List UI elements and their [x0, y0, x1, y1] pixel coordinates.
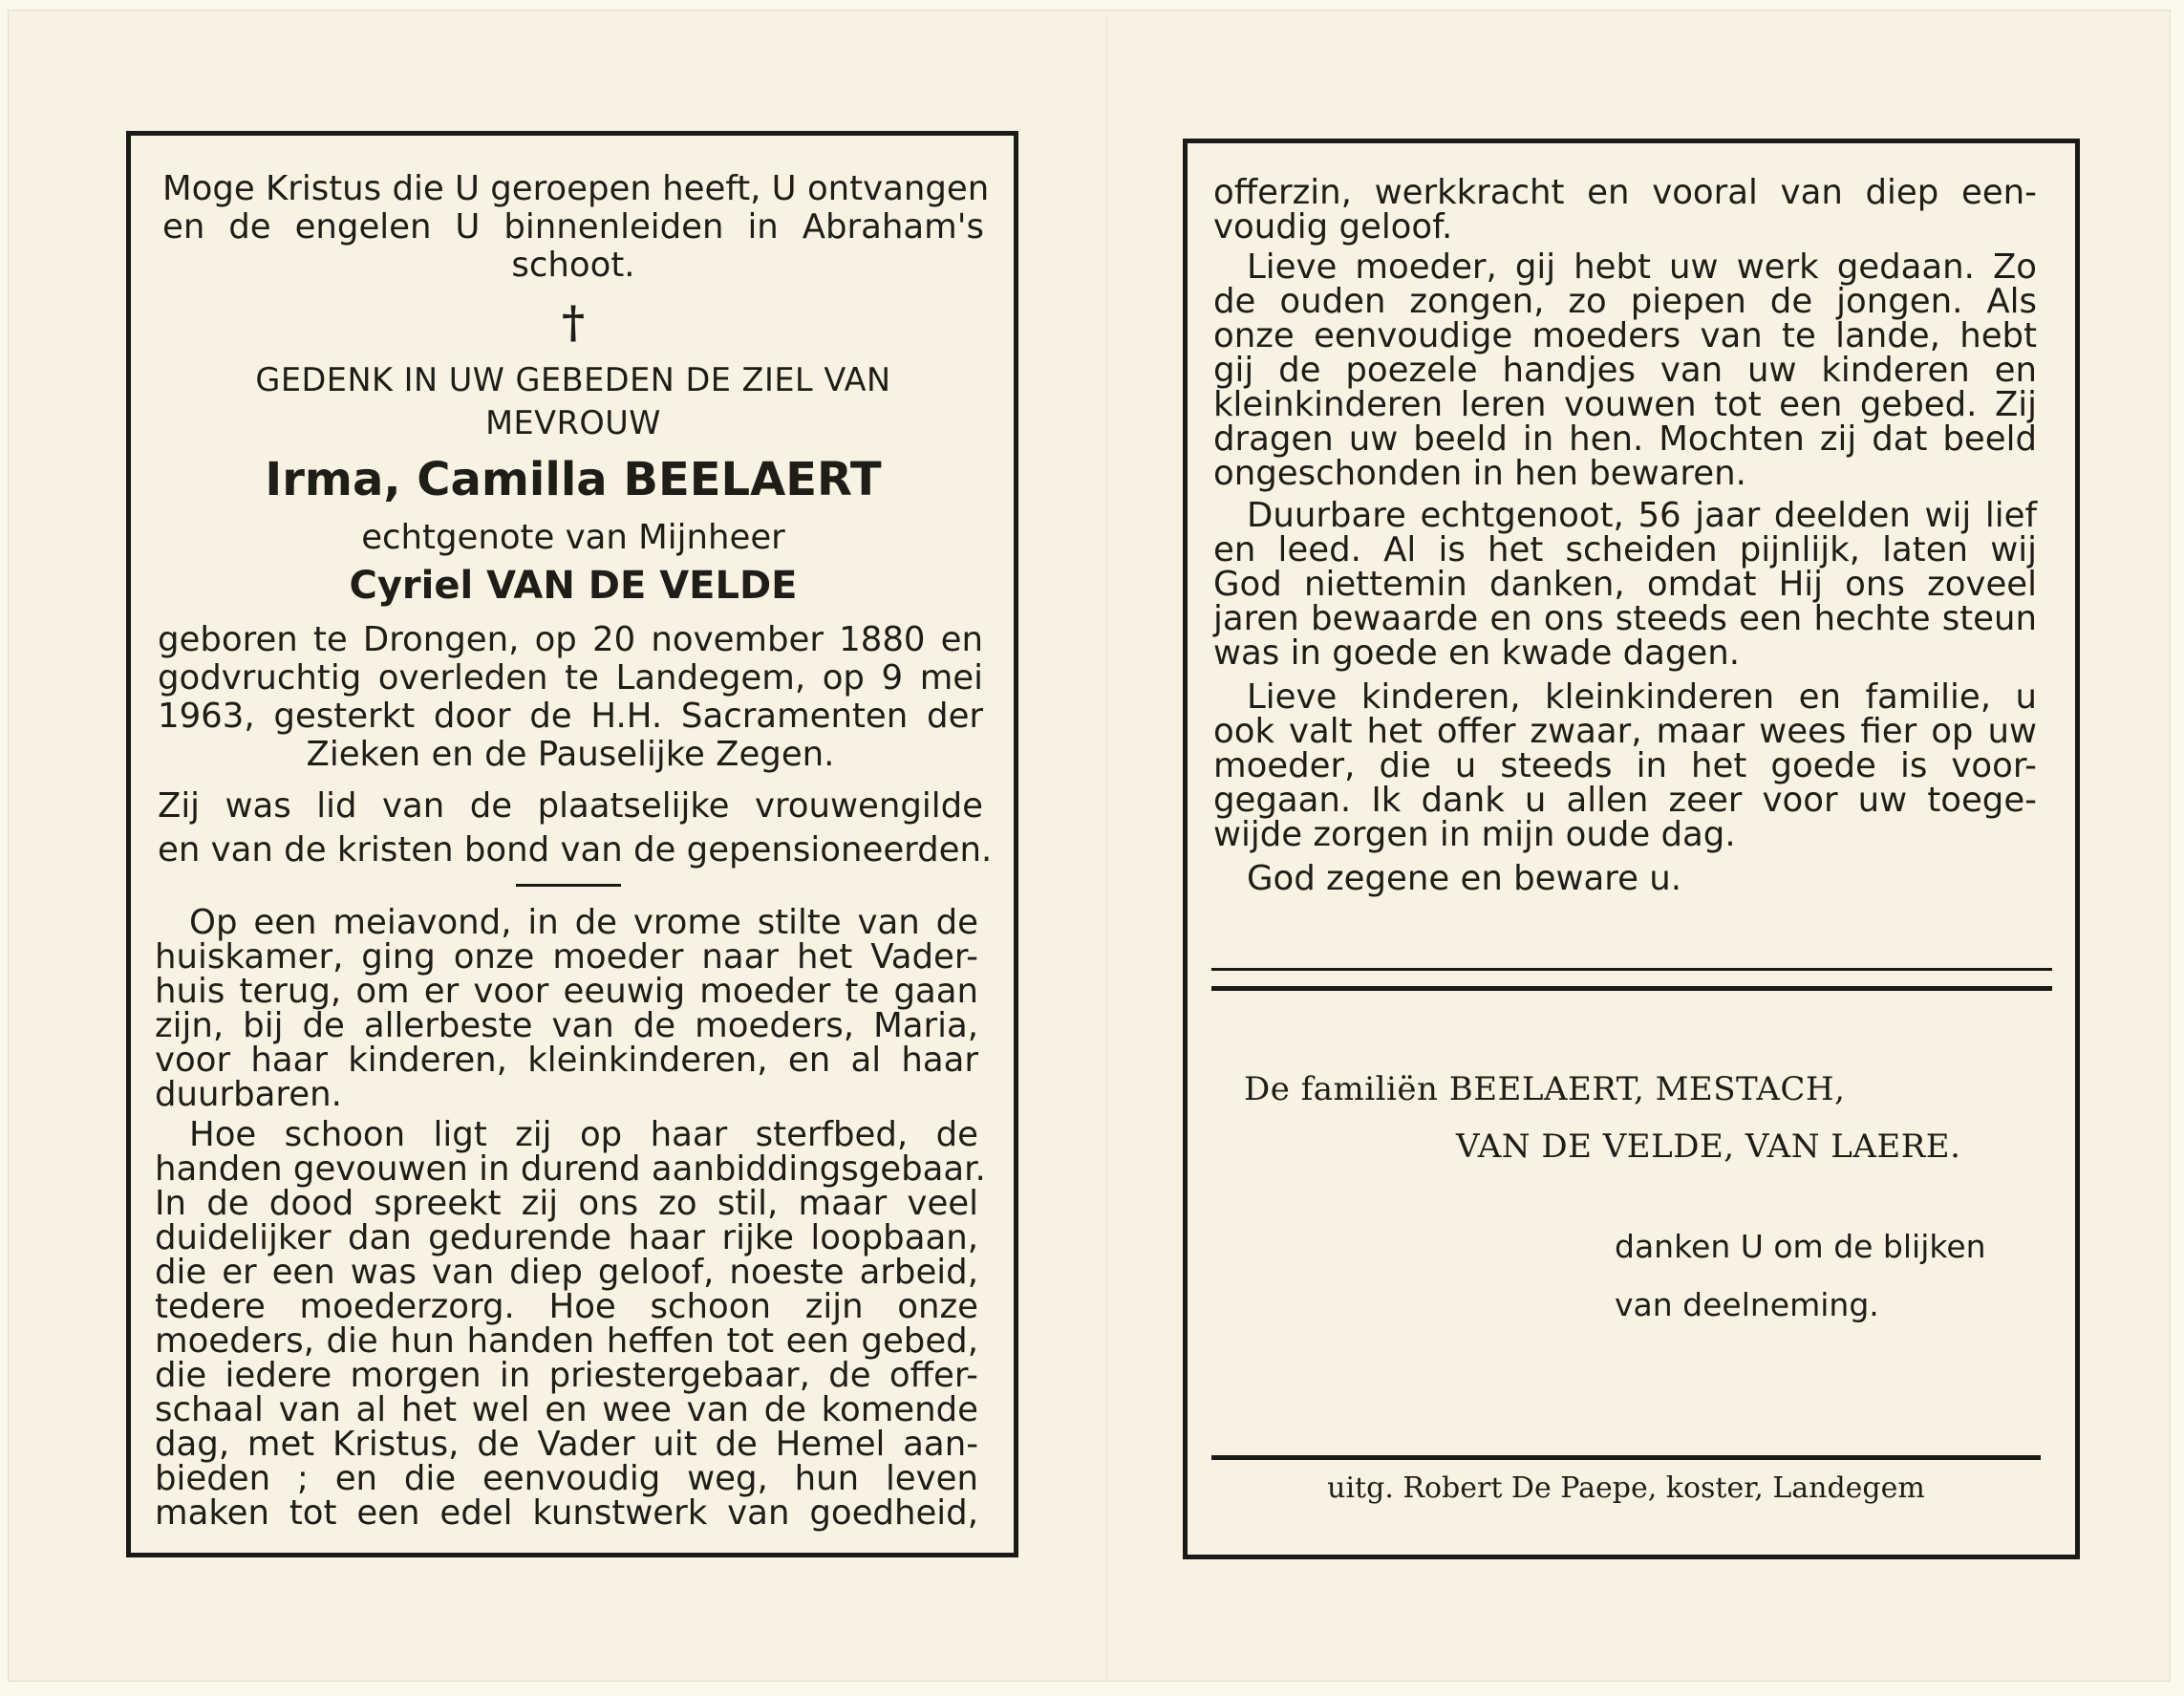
double-rule-bottom [1211, 986, 2052, 991]
text-line: kleinkinderen leren vouwen tot een gebed. Zij [1213, 385, 2037, 424]
text-line: handen gevouwen in durend aanbiddingsgebaar. [155, 1149, 986, 1189]
text-line: en de engelen U binnenleiden in Abraham's [162, 207, 984, 247]
text-line: Zij was lid van de plaatselijke vrouwengilde [158, 786, 983, 826]
double-rule-top [1211, 968, 2052, 971]
thanks-line-2: van deelneming. [1615, 1286, 1879, 1323]
divider [516, 884, 621, 887]
text-line: 1963, gesterkt door de H.H. Sacramenten der [158, 697, 983, 736]
text-line: die er een was van diep geloof, noeste arbeid, [155, 1253, 978, 1292]
text-line: huiskamer, ging onze moeder naar het Vader- [155, 937, 978, 977]
text-line: en van de kristen bond van de gepensioneerden. [158, 830, 993, 869]
text-line: moeders, die hun handen heffen tot een gebed, [155, 1321, 978, 1361]
text-line: de ouden zongen, zo piepen de jongen. Als [1213, 282, 2037, 321]
text-line: In de dood spreekt zij ons zo stil, maar veel [155, 1184, 978, 1223]
text-line: schaal van al het wel en wee van de komende [155, 1390, 978, 1429]
spouse-name: Cyriel VAN DE VELDE [349, 564, 798, 608]
families-line-2: VAN DE VELDE, VAN LAERE. [1456, 1127, 1961, 1166]
text-line: voudig geloof. [1213, 207, 1453, 247]
text-line: Op een meiavond, in de vrome stilte van de [189, 903, 978, 942]
text-line: Moge Kristus die U geroepen heeft, U ontvangen [162, 169, 990, 208]
thanks-line-1: danken U om de blijken [1615, 1228, 1986, 1265]
text-line: Lieve moeder, gij hebt uw werk gedaan. Zo [1247, 247, 2037, 287]
text-line: moeder, die u steeds in het goede is voor- [1213, 746, 2037, 785]
text-line: wijde zorgen in mijn oude dag. [1213, 815, 1736, 854]
publisher-rule [1211, 1455, 2041, 1460]
card-fold [1106, 17, 1108, 1680]
text-line: jaren bewaarde en ons steeds een hechte steun [1213, 599, 2037, 638]
text-line: offerzin, werkkracht en vooral van diep een- [1213, 173, 2037, 212]
text-line: tedere moederzorg. Hoe schoon zijn onze [155, 1287, 978, 1326]
text-line: ongeschonden in hen bewaren. [1213, 454, 1746, 493]
text-line: Lieve kinderen, kleinkinderen en familie, u [1247, 677, 2037, 717]
text-line: dragen uw beeld in hen. Mochten zij dat beeld [1213, 419, 2037, 459]
text-line: ook valt het offer zwaar, maar wees fier op uw [1213, 712, 2037, 751]
remember-heading: GEDENK IN UW GEBEDEN DE ZIEL VAN [255, 361, 891, 398]
text-line: schoot. [511, 246, 635, 285]
text-line: die iedere morgen in priestergebaar, de offer- [155, 1356, 978, 1395]
families-line-1: De familiën BEELAERT, MESTACH, [1244, 1070, 1846, 1108]
text-line: godvruchtig overleden te Landegem, op 9 mei [158, 658, 983, 698]
text-line: dag, met Kristus, de Vader uit de Hemel aan- [155, 1425, 978, 1464]
text-line: bieden ; en die eenvoudig weg, hun leven [155, 1459, 978, 1498]
text-line: Hoe schoon ligt zij op haar sterfbed, de [189, 1115, 978, 1154]
text-line: huis terug, om er voor eeuwig moeder te gaan [155, 972, 978, 1011]
text-line: was in goede en kwade dagen. [1213, 633, 1741, 673]
text-line: duidelijker dan gedurende haar rijke loopbaan, [155, 1218, 978, 1257]
deceased-name: Irma, Camilla BEELAERT [265, 453, 882, 506]
text-line: zijn, bij de allerbeste van de moeders, Maria, [155, 1006, 978, 1045]
text-line: geboren te Drongen, op 20 november 1880 en [158, 620, 983, 659]
text-line: God niettemin danken, omdat Hij ons zoveel [1213, 565, 2037, 604]
publisher-credit: uitg. Robert De Paepe, koster, Landegem [1327, 1471, 1925, 1505]
text-line: onze eenvoudige moeders van te lande, hebt [1213, 316, 2037, 355]
text-line: gij de poezele handjes van uw kinderen en [1213, 351, 2037, 390]
text-line: en leed. Al is het scheiden pijnlijk, laten wij [1213, 530, 2037, 569]
text-line: Duurbare echtgenoot, 56 jaar deelden wij lief [1247, 496, 2037, 535]
remember-title: MEVROUW [485, 404, 661, 441]
blessing: God zegene en beware u. [1247, 859, 1682, 898]
text-line: Zieken en de Pauselijke Zegen. [306, 735, 835, 774]
text-line: maken tot een edel kunstwerk van goedheid, [155, 1493, 978, 1533]
text-line: duurbaren. [155, 1075, 342, 1114]
spouse-intro: echtgenote van Mijnheer [361, 518, 785, 557]
cross-icon: † [561, 296, 586, 348]
text-line: voor haar kinderen, kleinkinderen, en al haar [155, 1041, 978, 1080]
text-line: gegaan. Ik dank u allen zeer voor uw toege- [1213, 781, 2037, 820]
